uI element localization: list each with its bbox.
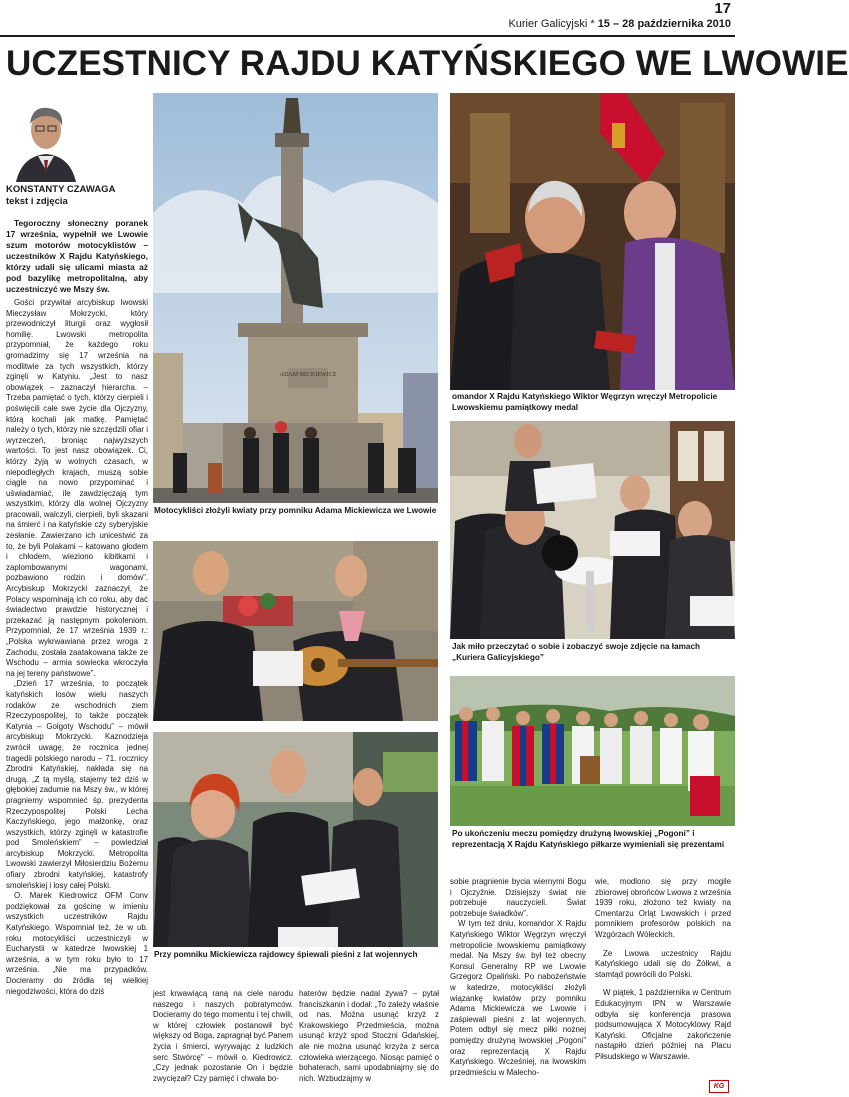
issue-dates: 15 – 28 października 2010 <box>597 18 731 30</box>
monument-photo <box>153 93 438 503</box>
paragraph: jest krwawiącą raną na ciele narodu naszego i naszych pobratymców. Docieramy do tego momentu i tej chwili, w której człowiek postanowił być większy od Boga, zapragnął być Panem życia i śmierci, wyrywając z ludzkich serc Stwórcę” – mówił o. Kiedrowicz. „Czy jednak pozostanie On i będzie zwycięzał? Czy pamięć i chwała bo- <box>153 989 293 1083</box>
paragraph: Gości przywitał arcybiskup lwowski Mieczysław Mokrzycki, który przewodniczył liturgii oraz wygłosił homilię. Lwowski metropolita przypomniał, że każdego roku gromadzimy się 17 września na modlitwie za tych wszystkich, którzy zginęli w Katyniu. „Jest to nasz obowiązek – zaznaczył hierarcha. – Trzeba pamiętać o tych, którzy cierpieli i poświęcili całe swe życie dla Ojczyzny, którą kochali jak matkę. Pamiętać należy o tych, którzy nie szczędzili ofiar i wyrzeczeń, broniąc najwyższych wartości. To jest nasz obowiązek. Ci, którzy żyją w wolnych czasach, w niepodległych krajach, muszą sobie ciągle na nowo przypominać i uświadamiać, ile zawdzięczają tym wszystkim, którzy dla wolnej Ojczyzny pracowali, walczyli, cierpieli, byli skazani na śmierć i na katyńskie czy syberyjskie zesłanie. Zawierzano ich unicestwić za to, że byli Polakami – katowano głodem i chłodem, wieziono kibitkami i zaplombowanymi wagonami, pozbawiono rodzin i domów”. Arcybiskup Mokrzycki zaznaczył, że Polacy wspominają ich co roku, aby dać świadectwo prawdzie historycznej i przekazać ją następnym pokoleniom. Przypomniał, że 17 września 1939 r.: „Polska wykrwawiana przez wroga z Zachodu, została zaatakowana także ze Wschodu – armia sowiecka wkroczyła na jej tereny państwowe”. <box>6 298 148 678</box>
author-portrait <box>8 96 84 182</box>
author-note: tekst i zdjęcia <box>6 196 68 207</box>
guitar-photo <box>153 541 438 721</box>
publication-logo: KG <box>709 1080 729 1093</box>
caption-monument: Motocykliści złożyli kwiaty przy pomniku Adama Mickiewicza we Lwowie <box>154 506 437 515</box>
text-column-5 <box>595 877 731 1077</box>
text-column-3 <box>299 989 439 1093</box>
paragraph: O. Marek Kiedrowicz OFM Conv podziękował za gościnę w imieniu wszystkich uczestników Rajdu Katyńskiego. Wspomniał też, że w ub. roku motocykliści uczestniczyli w Eucharystii w katedrze lwowskiej 1 września, a w tym roku było to 17 września. „Nie ma przypadków. Docieramy do źródła tej wielkiej niegodziwości, która do dziś <box>6 891 148 996</box>
text-column-4 <box>450 877 586 1093</box>
caption-medal: omandor X Rajdu Katyńskiego Wiktor Węgrzyn wręczył Metropolicie Lwowskiemu pamiątkowy medal <box>452 392 718 412</box>
monument-plaque-text: ADAM MICKIEWICZ <box>279 372 337 378</box>
paragraph: wie, modlono się przy mogile zbiorowej obrońców Lwowa z września 1939 roku, złożono też kwiaty na Cmentarzu Orląt Lwowskich i przed pomnikiem profesorów polskich na Wzgórzach Wóleckich. <box>595 877 731 939</box>
group-photo <box>153 732 438 947</box>
paragraph: W piątek, 1 października w Centrum Edukacyjnym IPN w Warszawie odbyła się konferencja prasowa podsumowująca X Motocyklowy Rajd Katyński. Oficjalne zakończenie nastąpiło dzień później na Placu Piłsudskiego w Warszawie. <box>595 988 731 1061</box>
caption-reading: Jak miło przeczytać o sobie i zobaczyć swoje zdjęcie na łamach „Kuriera Galicyjskiego” <box>452 642 700 662</box>
article-headline: UCZESTNICY RAJDU KATYŃSKIEGO WE LWOWIE <box>6 44 849 83</box>
paragraph: „Dzień 17 września, to początek katyńskich losów wielu naszych rodaków ze wschodnich ziem Rzeczypospolitej, to także początek Katynia – Golgoty Wschodu” – mówił arcybiskup Mokrzycki. Kaznodzieja zwrócił uwagę, że rocznica jednej tragedii polskiego narodu – 71. rocznicy Zbrodni Katyńskiej, nakłada się na drugą. „Z tą myślą, stajemy też dziś w głębokiej zadumie na Mszy św., w której pragniemy wspomnieć śp. prezydenta Rzeczypospolitej Polski Lecha Kaczyńskiego, jego małżonkę, oraz wszystkich, którzy zginęli w katastrofie pod Smoleńskiem” – powiedział arcybiskup Mokrzycki. Metropolita Lwowski zawierzył Miłosierdziu Bożemu ofiary zbrodni katyńskiej, katastrofy smoleńskiej i losy całej Polski. <box>6 679 148 890</box>
football-photo <box>450 676 735 826</box>
text-column-2 <box>153 989 293 1093</box>
caption-singing: Przy pomniku Mickiewicza rajdowcy śpiewali pieśni z lat wojennych <box>154 950 418 959</box>
newspaper-photo <box>450 421 735 639</box>
page-number: 17 <box>714 0 731 17</box>
paragraph: haterów będzie nadal żywa? – pytał franciszkanin i dodał: „To zależy właśnie od nas. Można usunąć krzyż z Krakowskiego Przedmieścia, można usunąć krzyż spod Stoczni Gdańskiej, ale nie można usunąć krzyża z serca człowieka wierzącego. Niosąc pamięć o bohaterach, sami upodabniajmy się do nich. Wzbudzajmy w <box>299 989 439 1083</box>
author-name: KONSTANTY CZAWAGA <box>6 184 116 195</box>
header-rule <box>0 35 735 37</box>
paragraph: W tym też dniu, komandor X Rajdu Katyńskiego Wiktor Węgrzyn wręczył metropolicie lwowskiemu pamiątkowy medal. Na Mszy św. był też obecny Konsul Generalny RP we Lwowie Grzegorz Opaliński. Po nabożeństwie w katedrze, motocykliści złożyli wiązankę kwiatów przy pomniku Adama Mickiewicza we Lwowie i zaśpiewali pieśni z lat wojennych. Potem odbył się mecz piłki nożnej pomiędzy drużyną lwowskiej „Pogoni” oraz reprezentacją X Rajdu Katyńskiego. Wcześniej, na lwowskim przedmieściu w Malecho- <box>450 919 586 1077</box>
running-header <box>508 18 731 30</box>
publication-name: Kurier Galicyjski * <box>508 18 595 30</box>
paragraph: Ze Lwowa uczestnicy Rajdu Katyńskiego udali się do Żółkwi, a stamtąd powrócili do Polski. <box>595 948 731 979</box>
article-lead: Tegoroczny słoneczny poranek 17 września, wypełnił we Lwowie szum motorów motocyklistów – uczestników X Rajdu Katyńskiego, którzy udali się ulicami miasta aż pod bazylikę metropolitalną, aby uczestniczyć we Mszy św. <box>6 218 148 294</box>
paragraph: sobie pragnienie bycia wiernymi Bogu i Ojczyźnie. Dzisiejszy świat nie potrzebuje nauczycieli. Świat potrzebuje świadków”. <box>450 877 586 918</box>
medal-photo <box>450 93 735 390</box>
caption-football: Po ukończeniu meczu pomiędzy drużyną lwowskiej „Pogoni” i reprezentacją X Rajdu Katyńskiego piłkarze wymieniali się prezentami <box>452 829 725 849</box>
byline <box>6 184 148 208</box>
text-column-1 <box>6 218 148 1092</box>
